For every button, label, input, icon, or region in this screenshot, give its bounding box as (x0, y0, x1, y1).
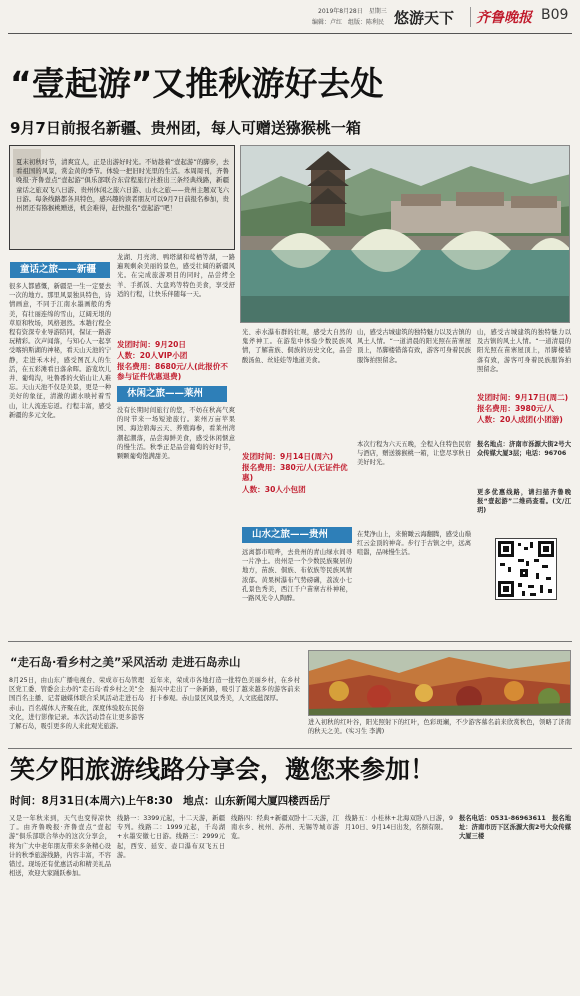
guizhou-body-2: 远离都市喧哗，去贵州的青山绿水间寻一片净土。贵州是一个少数民族聚居的地方，苗族、侗族、布依族等民族风情浓郁。黄果树瀑布气势磅礴，荔波小七孔景色秀美，西江千户苗寨古朴神秘，一路风光令人陶醉。 (242, 549, 352, 603)
laiwu-info-3: 报名费用：8680元/人(此报价不参与证件优惠退费) (117, 362, 228, 381)
header-date: 2019年8月28日 星期三 (318, 8, 387, 15)
section-rule-1 (8, 641, 572, 642)
right-body: 山，感受古城建筑的独特魅力以及古镇的风土人情。“一道清晨的阳光照在苗寨屋顶上，吊脚楼错落有致，游客可身着民族服饰拍照留念。 (357, 329, 471, 364)
seminar-when: 时间：8月31日(本周六)上午8:30 地点：山东新闻大厦四楼西岳厅 (10, 795, 331, 807)
page-header (0, 0, 580, 34)
page-number: B09 (541, 7, 569, 23)
event-body: 8月25日，由山东广播电视台、荣成市石岛管理区党工委、管委会主办的“走石岛·看乡村之美”全国百名主播、记者融媒体联合采风活动走进石岛赤山。百名媒体人齐聚在此，深度体验胶东民俗文化，进行影像记录。本次活动旨在让更多游客了解石岛，吸引更多的人来此观光旅游。 (9, 677, 144, 731)
event-title: “走石岛·看乡村之美”采风活动 走进石岛赤山 (10, 655, 241, 669)
right-info-3: 人数：20人成团(小团游) (477, 415, 563, 424)
qr-code[interactable] (495, 538, 557, 600)
xinjiang-body: 很多人都感慨，新疆是一生一定要去一次的地方。那里风景独具特色，诗情画意，不同于江南水墨画般的秀美，有壮丽连绵的雪山，辽阔无垠的草原和牧场，风格迥然。本趟行程全程有资深专业导游陪同，保证一路游玩精彩。次声闻落，与知心人一起享受喀纳斯湖的神秘，看天山天池的宁静，走进禾木村，感受图瓦人的生活，在五彩滩看日落余晖。游览坎儿井、葡萄沟，吐鲁番的火焰山让人难忘。天山天池不仅是美景，更是一种美好的象征，清澈的湖水映衬着雪山，让人流连忘返。行程丰富，感受新疆的多元文化。 (9, 283, 111, 419)
laiwu-info-2: 人数：20人VIP小团 (117, 351, 188, 360)
header-rule (8, 33, 572, 34)
guizhou-body: 光、赤水瀑布群的壮观，感受大自然的鬼斧神工。在游览中体验少数民族风情，了解苗族、侗族的历史文化，品尝酸汤鱼、丝娃娃等地道美食。 (242, 329, 352, 364)
seminar-body: 又是一年秋来到，天气也变得凉快了。由齐鲁晚报·齐鲁壹点“壹起游”俱乐部联合举办的这次分享会，将为广大中老年朋友带来多条精心设计的秋季旅游线路，内容丰富，不容错过。现场还有优惠活动和精美礼品相送，欢迎大家踊跃参加。 (9, 815, 111, 878)
seminar-body-2: 线路一：3399元起，十二天游，新疆专列。线路二：1999元起，千岛湖+水墨安徽七日游。线路三：2999元起，西安、延安、壶口瀑布双飞五日游。 (117, 815, 225, 859)
paper-logo: 齐鲁晚报 (476, 10, 532, 26)
autumn-caption: 进入初秋的红叶谷，阳光照射下的红叶，色彩斑斓，不少游客慕名前来欣赏秋色，领略了济南的秋天之美。(实习生 李满) (308, 719, 571, 736)
guizhou-info-3: 人数：30人小包团 (242, 485, 306, 494)
lead-intro-box (9, 145, 235, 250)
autumn-photo (308, 650, 571, 716)
guizhou-info-1: 发团时间：9月14日(周六) (242, 452, 334, 461)
seminar-body-3: 线路四：经典+新疆双卧十二天游，江南水乡、杭州、苏州、无锡等城市游览。 (231, 815, 339, 841)
header-divider (470, 7, 471, 27)
right-info-1: 发团时间：9月17日(周二) (477, 393, 569, 402)
section-name: 悠游天下 (394, 9, 455, 27)
right-body-2: 本次行程为六天五晚，全程入住特色民宿与酒店，赠送猕猴桃一箱，让您尽享秋日美好时光。 (357, 441, 471, 467)
banner-laizhou: 休闲之旅——莱州 (117, 386, 227, 402)
event-body-2: 近年来，荣成市各地打造一批特色美丽乡村，在乡村振兴中走出了一条新路，吸引了越来越多的游客前来打卡参观。赤山景区风景秀美，人文底蕴深厚。 (150, 677, 300, 703)
laiwu-info-1: 发团时间：9月20日 (117, 340, 187, 349)
seminar-contact: 报名电话：0531-86963611 报名地址：济南市历下区泺源大街2号大众传媒大厦三楼 (459, 815, 571, 841)
banner-xinjiang: 童话之旅——新疆 (10, 262, 110, 278)
header-editor: 编辑：卢红 组版：陈利民 (312, 19, 385, 26)
laizhou-body: 没有长期时间旅行的您，不妨在秋高气爽的时节来一场短途旅行。莱州万亩苹果园、海边碧海云天、养殖海参，看莱州湾潮起潮落，品尝海鲜美食，感受休闲惬意的慢生活。秋季正是品尝葡萄的好时节，颗颗葡萄饱满甜美。 (117, 407, 235, 461)
banner-guizhou: 山水之旅——贵州 (242, 527, 352, 543)
lead-title: “壹起游”又推秋游好去处 (10, 64, 384, 103)
lead-subtitle: 9月7日前报名新疆、贵州团，每人可赠送猕猴桃一箱 (10, 119, 361, 137)
section-rule-2 (8, 748, 572, 749)
far-right-body: 山，感受古城建筑的独特魅力以及古镇的风土人情。“一道清晨的阳光照在苗寨屋顶上，吊脚楼错落有致，游客可身着民族服饰拍照留念。 (477, 329, 571, 373)
right-body-3: 在梵净山上，来俯瞰云海翻腾，感受山巅红云金顶的神奇。步行于古镇之中，远离喧嚣，品味慢生活。 (357, 531, 471, 557)
lead-photo-bridge (240, 145, 570, 323)
right-info-2: 报名费用：3980元/人 (477, 404, 555, 413)
guizhou-info-2: 报名费用：380元/人(无证件优惠) (242, 463, 348, 482)
right-contact: 报名地点：济南市泺源大街2号大众传媒大厦3层；电话：96706 (477, 441, 571, 458)
laiwu-body: 龙湖、月亮湾、鸭塔湖和莺栖等湖，一路遍观剩余美丽的景色，感受壮阔的新疆风光。在完成旅游项目的同时，品尝烤全羊、手抓饭、大盘鸡等特色美食，享受舒适的行程，让快乐伴随每一天。 (117, 254, 235, 298)
lead-intro: 夏末初秋时节，清爽宜人，正是出游好时光。不妨趁着“壹起游”的脚步，去看祖国的风景，赏金黄的季节。体验一把旧时光里的生活。本周周刊，齐鲁晚报·齐鲁壹点“壹起游”俱乐部联合东营程旅行社推出三条经典线路，新疆童话之旅双飞八日游、贵州休闲之旅六日游、山水之旅——贵州主题双飞六日游。每条线路都各具特色，感兴趣的读者朋友可以9月7日前报名参加，贵州团还有猕猴桃赠送，机会难得，赶快报名“壹起游”吧！ (16, 158, 229, 213)
right-more: 更多优惠线路，请扫描齐鲁晚报“壹起游”二维码查看。(文/江玥) (477, 489, 571, 515)
seminar-title: 笑夕阳旅游线路分享会，邀您来参加！ (10, 755, 436, 784)
seminar-body-4: 线路五：小桂林+北海双卧八日游，9月10日、9月14日出发，名额有限。 (345, 815, 453, 832)
